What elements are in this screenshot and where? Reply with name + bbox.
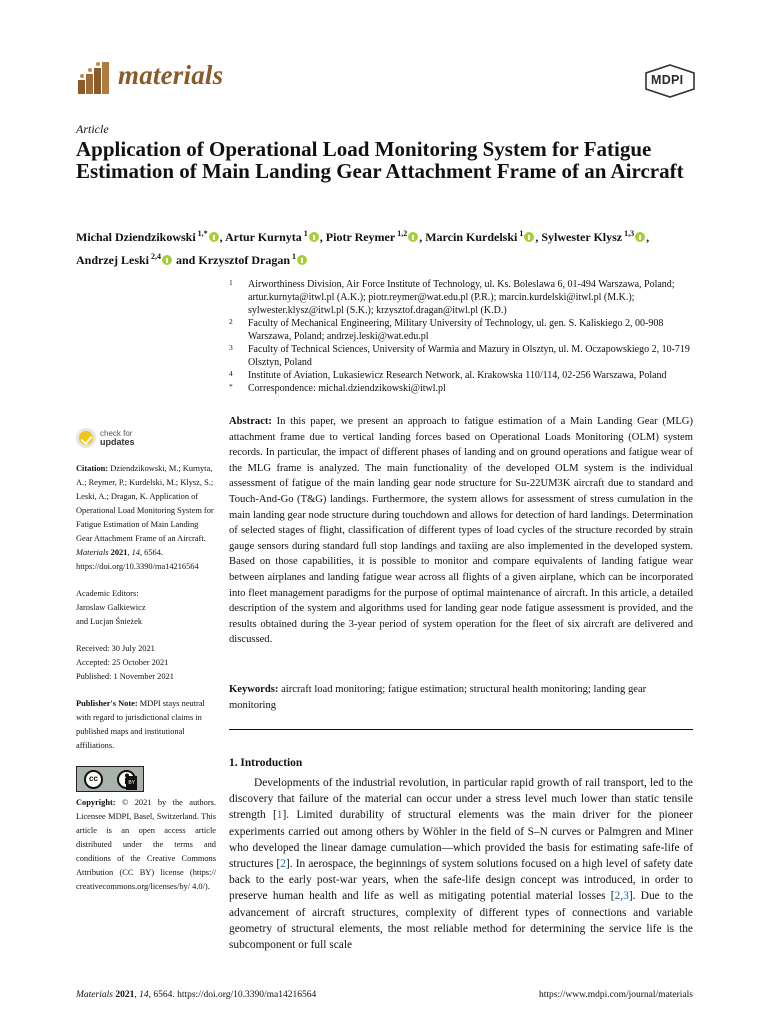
journal-header bbox=[76, 58, 696, 100]
sidebar bbox=[76, 428, 216, 907]
citation-year: 2021 bbox=[110, 548, 128, 557]
abstract bbox=[229, 414, 693, 648]
received-date: Received: 30 July 2021 bbox=[76, 644, 155, 653]
footer-journal: Materials bbox=[76, 990, 113, 1000]
affiliation-item bbox=[229, 278, 699, 317]
keywords bbox=[229, 682, 693, 713]
intro-text-1: Developments of the industrial revolution, in particular rapid growth of rail transport, led to the discovery that failure of the material can occur under a stress level much lower than static tensile strength [ bbox=[229, 777, 693, 822]
affiliation-number: * bbox=[229, 382, 233, 391]
author-affiliation-sup: 1,2 bbox=[395, 229, 408, 238]
citation-block: Citation: Dziendzikowski, M.; Kurnyta, A.; Reymer, P.; Kurdelski, M.; Klysz, S.; Leski, A.; Dragan, K. Application of Operational Load Monitoring System for Fatigue Estimation of Main Landing Gear Attachment Frame of an Aircraft. Materials 2021, 14, 6564. https://doi.org/10.3390/ma14216564 bbox=[76, 464, 214, 571]
affiliation-number: 1 bbox=[229, 278, 233, 287]
dates-block bbox=[76, 642, 216, 684]
article-type: Article bbox=[76, 122, 109, 136]
updates-line-2: updates bbox=[100, 437, 135, 447]
author-name: Artur Kurnyta bbox=[225, 230, 302, 244]
intro-text-2: ]. Limited durability of structural elements was the main driver for the pioneer experiments carried out among others by Wöhler in the field of S–N curves or Palmgren and Miner who developed the linear damage cumulation—which provided the basis for estimating safe-life of structures [ bbox=[229, 809, 694, 871]
updates-line-1: check for bbox=[100, 429, 133, 438]
affiliation-item bbox=[229, 382, 699, 395]
citation-page: , 6564. bbox=[139, 548, 164, 557]
citation-link-1[interactable]: 1 bbox=[276, 809, 283, 822]
editor-1: Jaroslaw Galkiewicz bbox=[76, 603, 146, 612]
affiliation-text: Correspondence: michal.dziendzikowski@itwl.pl bbox=[248, 383, 446, 394]
mdpi-logo[interactable] bbox=[644, 64, 696, 98]
footer-doi[interactable]: , 6564. https://doi.org/10.3390/ma14216564 bbox=[148, 990, 317, 1000]
orcid-icon[interactable] bbox=[309, 232, 319, 242]
author-name: Michal Dziendzikowski bbox=[76, 230, 196, 244]
copyright-label: Copyright: bbox=[76, 798, 116, 807]
abstract-label: Abstract: bbox=[229, 416, 272, 427]
orcid-icon[interactable] bbox=[162, 255, 172, 265]
author-name: Andrzej Leski bbox=[76, 253, 149, 267]
cc-by-license-badge[interactable] bbox=[76, 766, 144, 792]
author-affiliation-sup: 1 bbox=[290, 252, 296, 261]
author-affiliation-sup: 1,* bbox=[195, 229, 208, 238]
keywords-label: Keywords: bbox=[229, 684, 279, 695]
citation-volume: 14 bbox=[131, 548, 140, 557]
orcid-icon[interactable] bbox=[297, 255, 307, 265]
affiliation-number: 4 bbox=[229, 369, 233, 378]
abstract-text: In this paper, we present an approach to fatigue estimation of a Main Landing Gear (MLG) attachment frame due to vertical landing forces based on Operational Loads Monitoring (OLM) system records. In particular, the impact of different phases of landing and on ground operations and fatigue wear of the MLG frame is analyzed. The main functionality of the developed OLM system is the individual assessment of fatigue of the main landing gear node structure for Su-22UM3K aircraft due to standard and Touch-And-Go (T&G) landings. Furthermore, the system allows for assessment of stress cumulation in the main landing gear node structure during touchdown and allows for detection of hard landings. Determination of selected stages of flight, classification of different types of load cycles of the structure recorded by strain gauge sensors during standard full stop landings and taxiing are also implemented in the developed system. Based on those capabilities, it is possible to monitor and compare equivalents of landing fatigue wear between airplanes and landing fatigue wear across all flights of a given airplane, which can be incorporated into fleet management paradigms for the purpose of optimal maintenance of aircraft. In this article, a detailed description of the system and algorithms used for landing gear node fatigue assessment is provided, and the results obtained during the 3-year period of system operation for the fleet of six aircraft are delivered and discussed. bbox=[229, 416, 693, 646]
affiliation-text: Faculty of Technical Sciences, University of Warmia and Mazury in Olsztyn, ul. M. Oczapowskiego 2, 10-719 Olsztyn, Poland bbox=[248, 344, 690, 368]
footer-volume: 14 bbox=[139, 990, 149, 1000]
footer-citation: Materials 2021, 14, 6564. https://doi.org/10.3390/ma14216564 bbox=[76, 990, 317, 1000]
citation-link-2[interactable]: 2 bbox=[280, 858, 286, 871]
section-divider bbox=[229, 729, 693, 730]
materials-logo-icon bbox=[76, 58, 114, 96]
intro-text-4: ]. Due to the advancement of aircraft structures, complexity of different types of connections and variable geometry of structural elements, the most reliable method for determining the service life is the subcomponent or full scale bbox=[229, 890, 693, 952]
copyright-block bbox=[76, 796, 216, 894]
accepted-date: Accepted: 25 October 2021 bbox=[76, 658, 169, 667]
author-affiliation-sup: 1,3 bbox=[622, 229, 635, 238]
published-date: Published: 1 November 2021 bbox=[76, 672, 174, 681]
publisher-note-text: MDPI stays neutral with regard to jurisdictional claims in published maps and institutional affiliations. bbox=[76, 699, 205, 750]
orcid-icon[interactable] bbox=[635, 232, 645, 242]
author-name: Piotr Reymer bbox=[325, 230, 396, 244]
keywords-text: aircraft load monitoring; fatigue estimation; structural health monitoring; landing gear monitoring bbox=[229, 684, 647, 711]
affiliation-item bbox=[229, 343, 699, 369]
footer-year: 2021 bbox=[115, 990, 135, 1000]
academic-editors-block bbox=[76, 587, 216, 629]
citation-doi-link[interactable]: https://doi.org/10.3390/ma14216564 bbox=[76, 562, 199, 571]
citation-text: Dziendzikowski, M.; Kurnyta, A.; Reymer, P.; Kurdelski, M.; Klysz, S.; Leski, A.; Dragan, K. Application of Operational Load Monitoring System for Fatigue Estimation of Main Landing Gear Attachment Frame of an Aircraft. bbox=[76, 464, 214, 543]
affiliation-text: Airworthiness Division, Air Force Institute of Technology, ul. Ks. Boleslawa 6, 01-494 Warszawa, Poland; artur.kurnyta@itwl.pl (A.K.); piotr.reymer@wat.edu.pl (P.R.); marcin.kurdelski@itwl.pl (M.K.); sylwester.klysz@itwl.pl (S.K.); krzysztof.dragan@itwl.pl (K.D.) bbox=[248, 279, 675, 316]
orcid-icon[interactable] bbox=[209, 232, 219, 242]
mdpi-logo-text: MDPI bbox=[651, 73, 684, 87]
introduction-paragraph bbox=[229, 775, 693, 953]
footer-journal-url[interactable]: https://www.mdpi.com/journal/materials bbox=[539, 990, 693, 1000]
citation-link-3[interactable]: 2,3 bbox=[614, 890, 629, 903]
citation-journal: Materials bbox=[76, 548, 109, 557]
author-name: Marcin Kurdelski bbox=[425, 230, 518, 244]
affiliation-text: Faculty of Mechanical Engineering, Military University of Technology, ul. gen. S. Kaliskiego 2, 00-908 Warszawa, Poland; andrzej.leski@wat.edu.pl bbox=[248, 318, 664, 342]
check-updates-icon bbox=[76, 428, 96, 448]
orcid-icon[interactable] bbox=[524, 232, 534, 242]
orcid-icon[interactable] bbox=[408, 232, 418, 242]
author-affiliation-sup: 2,4 bbox=[149, 252, 161, 261]
intro-text-3: ]. In aerospace, the beginnings of system solutions focused on a high level of safety date back to the early post-war years, when the safe-life design concept was introduced, in order to preserve human health and life as well as mitigating potential material losses [ bbox=[229, 858, 693, 903]
author-name: Sylwester Klysz bbox=[541, 230, 623, 244]
check-for-updates-badge[interactable] bbox=[76, 428, 216, 448]
journal-name: materials bbox=[118, 60, 224, 90]
affiliation-number: 3 bbox=[229, 343, 233, 352]
author-affiliation-sup: 1 bbox=[301, 229, 308, 238]
article-title: Application of Operational Load Monitoring System for Fatigue Estimation of Main Landing Gear Attachment Frame of an Aircraft bbox=[76, 137, 684, 183]
publisher-note-label: Publisher's Note: bbox=[76, 699, 138, 708]
copyright-text: © 2021 by the authors. Licensee MDPI, Basel, Switzerland. This article is an open access article distributed under the terms and conditions of the Creative Commons Attribution (CC BY) license (https:// creativecommons.org/licenses/by/ 4.0/). bbox=[76, 798, 217, 891]
cc-by-label: BY bbox=[126, 776, 137, 790]
affiliation-list bbox=[229, 278, 699, 395]
cc-icon: cc bbox=[84, 770, 103, 789]
affiliation-number: 2 bbox=[229, 317, 233, 326]
citation-label: Citation: bbox=[76, 464, 109, 473]
author-list: Michal Dziendzikowski $^{1,*}$ , Artur Kurnyta $^1$ , Piotr Reymer $^{1,2}$ , Marcin Kurdelski $^1$ , Sylwester Klysz $^{1,3}$ , Andrzej Leski $^{2,4}$ and Krzysztof Dragan $^1$ bbox=[76, 229, 650, 267]
affiliation-text: Institute of Aviation, Lukasiewicz Research Network, al. Krakowska 110/114, 02-256 Warszawa, Poland bbox=[248, 370, 667, 381]
author-name: Krzysztof Dragan bbox=[198, 253, 290, 267]
affiliation-item bbox=[229, 317, 699, 343]
section-heading-introduction: 1. Introduction bbox=[229, 757, 303, 769]
publisher-note-block bbox=[76, 697, 216, 753]
editor-2: and Lucjan Śnieżek bbox=[76, 617, 143, 626]
page-footer bbox=[76, 990, 693, 1000]
author-affiliation-sup: 1 bbox=[517, 229, 524, 238]
affiliation-item bbox=[229, 369, 699, 382]
editors-label: Academic Editors: bbox=[76, 589, 139, 598]
